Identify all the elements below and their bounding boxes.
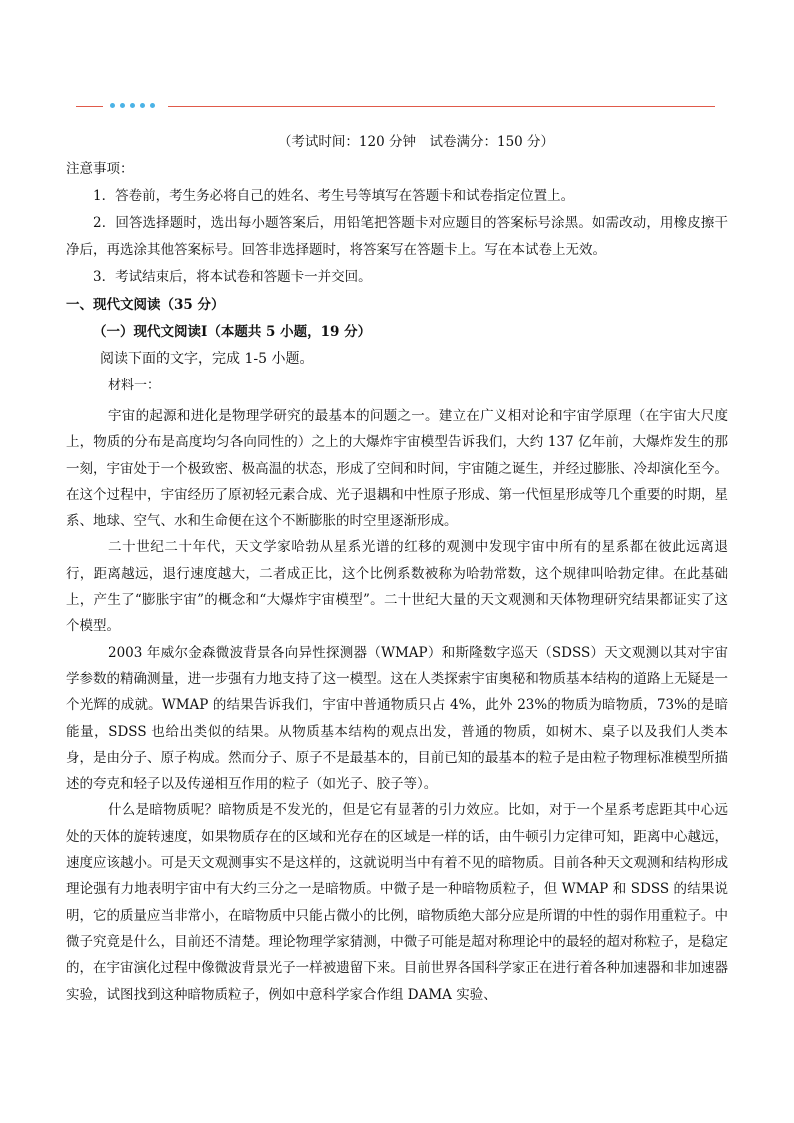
passage-paragraph: 宇宙的起源和进化是物理学研究的最基本的问题之一。建立在广义相对论和宇宙学原理（在宇宙大尺度上，物质的分布是高度均匀各向同性的）之上的大爆炸宇宙模型告诉我们，大约 137 亿年前，大爆炸发生的那一刻，宇宙处于一个极致密、极高温的状态，形成了空间和时间，宇宙随之诞生，并经过膨胀、冷却演化至今。在这个过程中，宇宙经历了原初轻元素合成、光子退耦和中性原子形成、第一代恒星形成等几个重要的时期，星系、地球、空气、水和生命便在这个不断膨胀的时空里逐渐形成。 [66, 408, 728, 530]
notice-item: 3．考试结束后，将本试卷和答题卡一并交回。 [93, 269, 372, 285]
header-dots [110, 102, 155, 110]
header-rule-right [168, 106, 715, 107]
document-body [66, 128, 728, 1008]
header-dot [120, 103, 125, 108]
passage-paragraph: 二十世纪二十年代，天文学家哈勃从星系光谱的红移的观测中发现宇宙中所有的星系都在彼此远离退行，距离越远，退行速度越大，二者成正比，这个比例系数被称为哈勃常数，这个规律叫哈勃定律。在此基础上，产生了“膨胀宇宙”的概念和“大爆炸宇宙模型”。二十世纪大量的天文观测和天体物理研究结果都证实了这个模型。 [66, 539, 728, 635]
subsection-heading: （一）现代文阅读Ⅰ（本题共 5 小题，19 分） [93, 324, 372, 340]
header-dot [130, 103, 135, 108]
notice-item: 1．答卷前，考生务必将自己的姓名、考生号等填写在答题卡和试卷指定位置上。 [93, 188, 575, 204]
header-rule-left [76, 106, 103, 107]
notice-heading: 注意事项： [66, 161, 134, 177]
passage-paragraph: 2003 年威尔金森微波背景各向异性探测器（WMAP）和斯隆数字巡天（SDSS）天文观测以其对宇宙学参数的精确测量，进一步强有力地支持了这一模型。这在人类探索宇宙奥秘和物质基本结构的道路上无疑是一个光辉的成就。WMAP 的结果告诉我们，宇宙中普通物质只占 4%，此外 23%的物质为暗物质，73%的是暗能量，SDSS 也给出类似的结果。从物质基本结构的观点出发，普通的物质，如树木、桌子以及我们人类本身，是由分子、原子构成。然而分子、原子不是最基本的，目前已知的最基本的粒子是由粒子物理标准模型所描述的夸克和轻子以及传递相互作用的粒子（如光子、胶子等）。 [66, 644, 728, 793]
header-dot [110, 103, 115, 108]
passage-paragraph: 什么是暗物质呢？暗物质是不发光的，但是它有显著的引力效应。比如，对于一个星系考虑距其中心远处的天体的旋转速度，如果物质存在的区域和光存在的区域是一样的话，由牛顿引力定律可知，距离中心越远，速度应该越小。可是天文观测事实不是这样的，这就说明当中有着不见的暗物质。目前各种天文观测和结构形成理论强有力地表明宇宙中有大约三分之一是暗物质。中微子是一种暗物质粒子，但 WMAP 和 SDSS 的结果说明，它的质量应当非常小，在暗物质中只能占微小的比例，暗物质绝大部分应是所谓的中性的弱作用重粒子。中微子究竟是什么，目前还不清楚。理论物理学家猜测，中微子可能是超对称理论中的最轻的超对称粒子，是稳定的，在宇宙演化过程中像微波背景光子一样被遗留下来。目前世界各国科学家正在进行着各种加速器和非加速器实验，试图找到这种暗物质粒子，例如中意科学家合作组 DAMA 实验、 [66, 802, 728, 1003]
header-dot [140, 103, 145, 108]
exam-info: （考试时间：120 分钟 试卷满分：150 分） [277, 134, 555, 150]
reading-instruction: 阅读下面的文字，完成 1-5 小题。 [100, 351, 314, 367]
section-heading: 一、现代文阅读（35 分） [66, 297, 225, 313]
header-dot [150, 103, 155, 108]
notice-item: 2．回答选择题时，选出每小题答案后，用铅笔把答题卡对应题目的答案标号涂黑。如需改动，用橡皮擦干净后，再选涂其他答案标号。回答非选择题时，将答案写在答题卡上。写在本试卷上无效。 [66, 215, 728, 258]
material-label: 材料一： [108, 378, 161, 393]
